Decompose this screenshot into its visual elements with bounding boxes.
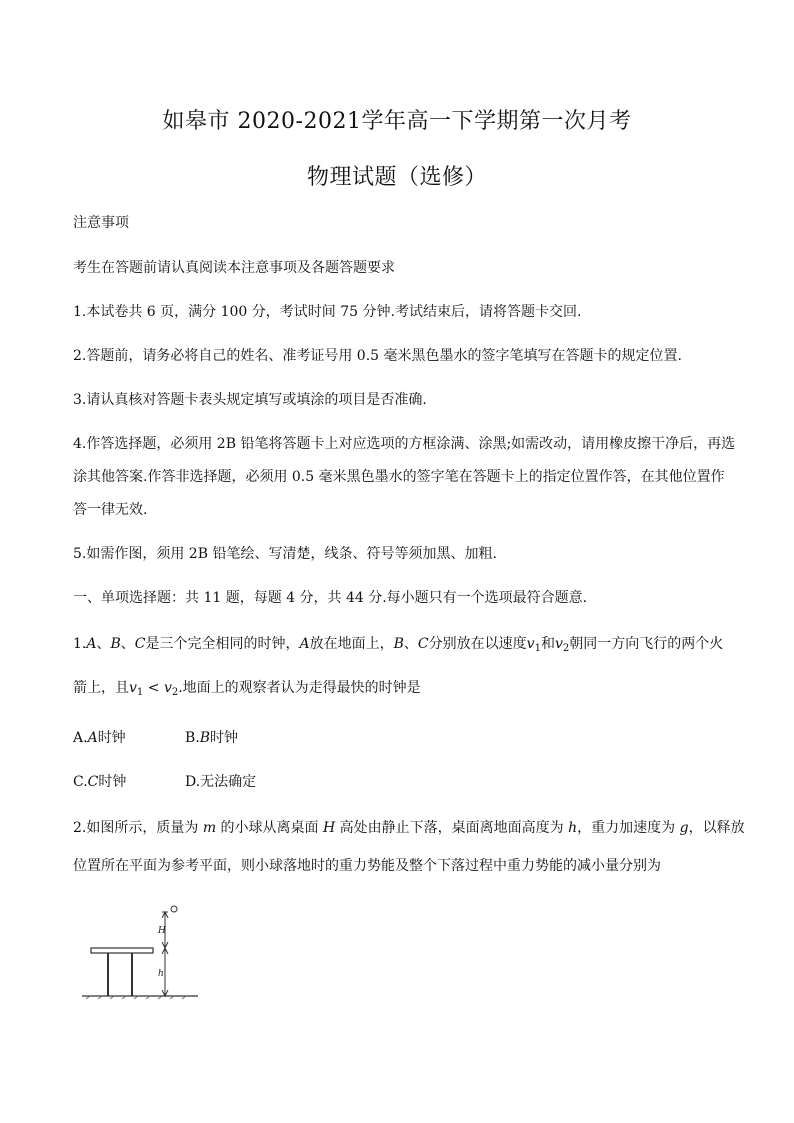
- var-c: C: [417, 636, 429, 652]
- text: 、: [96, 636, 111, 652]
- var-v1: v: [129, 680, 137, 696]
- table-ball-figure: [78, 896, 202, 1004]
- text: 、: [120, 636, 135, 652]
- var-g: g: [679, 820, 689, 836]
- notice-item-3: 3.请认真核对答题卡表头规定填写或填涂的项目是否准确.: [73, 392, 427, 408]
- var-b: B: [110, 636, 121, 652]
- exam-subtitle: 物理试题（选修）: [306, 165, 487, 190]
- subscript: 1: [534, 643, 541, 654]
- question-2-line-2: 位置所在平面为参考平面，则小球落地时的重力势能及整个下落过程中重力势能的减小量分别为: [73, 858, 661, 874]
- var-v2: v: [554, 636, 563, 652]
- label-H: H: [158, 926, 166, 936]
- subscript: 1: [136, 687, 144, 698]
- var-a: A: [87, 730, 98, 746]
- less-than: <: [143, 680, 164, 696]
- var-v1: v: [526, 636, 535, 652]
- notice-item-4-cont: 涂其他答案.作答非选择题，必须用 0.5 毫米黑色墨水的签字笔在答题卡上的指定位置作答，在其他位置作: [73, 469, 725, 485]
- ball-icon: [171, 906, 177, 912]
- var-a: A: [86, 636, 97, 652]
- text: 2.如图所示，质量为: [73, 820, 203, 836]
- text: 高处由静止下落，桌面离地面高度为: [335, 820, 569, 836]
- option-text: 时钟: [98, 774, 127, 790]
- notice-item-5: 5.如需作图，须用 2B 铅笔绘、写清楚，线条、符号等须加黑、加粗.: [73, 546, 497, 562]
- text: 箭上，且: [73, 680, 129, 696]
- text: 、: [403, 636, 418, 652]
- var-v2: v: [163, 680, 172, 696]
- question-1-line-1: [73, 634, 723, 654]
- option-label: A.: [73, 730, 88, 746]
- text: 和: [540, 636, 555, 652]
- var-b: B: [393, 636, 404, 652]
- notice-item-2: 2.答题前，请务必将自己的姓名、准考证号用 0.5 毫米黑色墨水的签字笔填写在答题卡的规定位置.: [73, 348, 682, 364]
- option-d: D.无法确定: [185, 774, 257, 790]
- option-a: [73, 728, 126, 748]
- text: ，重力加速度为: [577, 820, 680, 836]
- section-heading: 一、单项选择题：共 11 题，每题 4 分，共 44 分.每小题只有一个选项最符合题意.: [73, 590, 588, 606]
- var-h: h: [568, 820, 578, 836]
- exam-title: 如皋市 2020-2021学年高一下学期第一次月考: [162, 109, 632, 134]
- question-number: 1.: [73, 636, 87, 652]
- label-h: h: [158, 969, 164, 979]
- question-1-line-2: [73, 678, 723, 698]
- notice-intro: 考生在答题前请认真阅读本注意事项及各题答题要求: [73, 260, 395, 276]
- var-H: H: [323, 820, 336, 836]
- text: ，以释放: [688, 820, 745, 836]
- table-top: [91, 948, 153, 953]
- question-2-line-1: [73, 818, 745, 838]
- notice-item-4: 4.作答选择题，必须用 2B 铅笔将答题卡上对应选项的方框涂满、涂黑;如需改动，请用橡皮擦干净后，再选: [73, 436, 736, 452]
- option-text: 时钟: [210, 730, 239, 746]
- text: 的小球从离桌面: [216, 820, 323, 836]
- text: .地面上的观察者认为走得最快的时钟是: [178, 680, 421, 696]
- option-label: C.: [73, 774, 88, 790]
- var-m: m: [202, 820, 217, 836]
- text: 放在地面上，: [309, 636, 394, 652]
- subscript: 2: [562, 643, 570, 654]
- text: 分别放在以速度: [428, 636, 527, 652]
- var-c: C: [134, 636, 146, 652]
- option-c: [73, 772, 126, 792]
- subscript: 2: [171, 687, 179, 698]
- var-a: A: [299, 636, 310, 652]
- option-text: 时钟: [97, 730, 126, 746]
- notice-heading: 注意事项: [73, 215, 129, 231]
- notice-item-1: 1.本试卷共 6 页，满分 100 分，考试时间 75 分钟.考试结束后，请将答题卡交回.: [73, 304, 582, 320]
- notice-item-4-end: 答一律无效.: [73, 502, 148, 518]
- option-label: B.: [185, 730, 200, 746]
- text: 是三个完全相同的时钟，: [145, 636, 300, 652]
- var-b: B: [199, 730, 211, 746]
- var-c: C: [87, 774, 99, 790]
- text: 朝同一方向飞行的两个火: [569, 636, 724, 652]
- option-b: [185, 728, 238, 748]
